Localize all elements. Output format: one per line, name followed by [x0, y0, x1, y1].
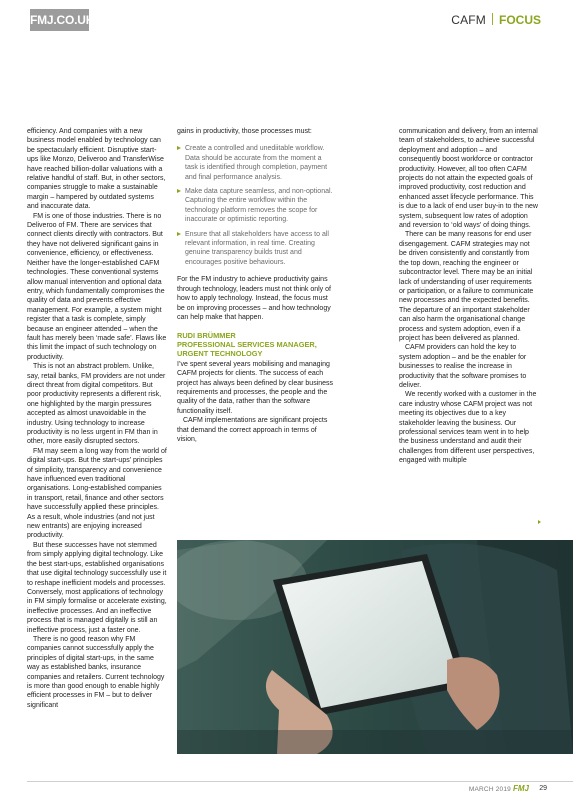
- paragraph: FM is one of those industries. There is no Deliveroo of FM. There are services that connect clients directly with contractors. But they have not delivered significant gains in convenience, efficiency, or effectiveness. Neither have the longer-established CAFM technologies. These conventional systems allow manual intervention and optional data entry, which fundamentally compromises the quality of data and prevents effective management. For example, a system might register that a task is complete, simply because an engineer attended – when the fault has merely been ‘made safe’. Flaws like this limit the impact of such technology on productivity.: [27, 212, 167, 361]
- bullet-text: Make data capture seamless, and non-optional. Capturing the entire workflow within the technology platform removes the scope for inaccurate or optimistic reporting.: [185, 188, 333, 224]
- paragraph: gains in productivity, those processes must:: [177, 128, 312, 135]
- paragraph: communication and delivery, from an internal team of stakeholders, to achieve successful deployment and adoption – and consequently boost workforce or contractor productivity. However, all too often CAFM projects do not attain the expected goals of improved productivity, cost reduction and enhanced asset lifecycle performance. This is due to a lack of end user buy-in to the new system, subsequent low rates of adoption and reversion to ‘old ways’ of doing things.: [399, 128, 538, 230]
- paragraph: For the FM industry to achieve productivity gains through technology, leaders must not think only of how to apply technology. Instead, the focus must be on improving processes – and how technology can help make that happen.: [177, 276, 331, 321]
- magazine-logo: FMJ.CO.UK: [30, 9, 89, 31]
- page-number: 29: [539, 785, 547, 792]
- footer-brand: FMJ: [513, 784, 529, 793]
- paragraph: efficiency. And companies with a new business model enabled by technology can be spectacularly efficient. Disruptive start-ups like Monzo, Deliveroo and TransferWise have reached billion-dollar valuations with a relative handful of staff. But, in other sectors, companies struggle to make a sustainable margin – hampered by outdated systems and inaccurate data.: [27, 128, 166, 211]
- bullet-item: [177, 230, 336, 268]
- bullet-list: [177, 144, 336, 267]
- paragraph: There is no good reason why FM companies cannot successfully apply the principles of digital start-ups, in the same way as established banks, insurance companies and retailers. Current technology is more than good enough to enable highly efficient processes in FM – but to deliver significant: [27, 635, 165, 709]
- paragraph: I’ve spent several years mobilising and managing CAFM projects for clients. The success of each project has always been defined by clear business requirements and processes, the people and the quality of the data, rather than the software functionality itself.: [177, 360, 334, 415]
- paragraph: There can be many reasons for end user disengagement. CAFM strategies may not be driven consistently and constantly from the top down, reaching the engineer or subcontractor level. There may be an initial lack of understanding of user requirements or participation, or a failure to communicate new processes and the expected benefits. The departure of an important stakeholder can also harm the organisational change process and system adoption, even if a project has been delivered as planned.: [399, 231, 534, 342]
- paragraph: But these successes have not stemmed from simply applying digital technology. Like the best start-ups, established organisations that use digital technology successfully use it to reshape inefficient models and processes. Conversely, most applications of technology in FM simply formalise or accelerate existing, ineffective processes. And an ineffective process that is managed digitally is still an ineffective process, just a faster one.: [27, 541, 167, 634]
- footer-rule: [27, 781, 573, 782]
- bullet-text: Create a controlled and unediitable workflow. Data should be accurate from the moment a task is identified through completion, payment and final performance analysis.: [185, 145, 328, 181]
- continue-arrow-icon: [538, 520, 541, 524]
- article-column-2: [177, 127, 336, 444]
- paragraph: CAFM providers can hold the key to system adoption – and be the enabler for businesses to realise the increase in productivity that the software promises to deliver.: [399, 344, 527, 389]
- bullet-triangle-icon: [177, 146, 181, 150]
- paragraph: FM may seem a long way from the world of digital start-ups. But the start-ups’ principles of simplicity, transparency and convenience have influenced even traditional organisations. Long-established companies in transport, retail, finance and other sectors have successfully applied these principles. As a result, whole industries (and not just new entrants) are enjoying increased productivity.: [27, 447, 167, 540]
- author-byline: [177, 332, 336, 358]
- author-name: RUDI BRÜMMER: [177, 331, 236, 341]
- page-footer: [0, 781, 573, 809]
- tablet-photo: [177, 540, 573, 754]
- header-divider: [492, 13, 493, 25]
- paragraph: CAFM implementations are significant projects that demand the correct approach in terms of vision,: [177, 417, 328, 443]
- article-column-3: [399, 127, 539, 466]
- bullet-item: [177, 187, 336, 225]
- paragraph: This is not an abstract problem. Unlike, say, retail banks, FM providers are not under direct threat from digital competitors. But poor productivity represents a different risk, one highlighted by the margin pressures accepted as almost unavoidable in the industry. Using technology to increase productivity is no less urgent in FM than in other, more easily disrupted sectors.: [27, 363, 166, 446]
- issue-date: MARCH 2019: [468, 786, 511, 793]
- section-header: [451, 13, 541, 27]
- section-name: CAFM: [451, 13, 486, 27]
- bullet-item: [177, 144, 336, 182]
- bullet-triangle-icon: [177, 189, 181, 193]
- author-title: PROFESSIONAL SERVICES MANAGER, URGENT TECHNOLOGY: [177, 340, 317, 358]
- bullet-text: Ensure that all stakeholders have access to all relevant information, in real time. Creating genuine transparency builds trust and encourages positive behaviours.: [185, 230, 329, 266]
- section-focus: FOCUS: [499, 13, 541, 27]
- paragraph: We recently worked with a customer in the care industry whose CAFM project was not meeting its objectives due to a key stakeholder leaving the business. Our professional services team went in to help the business understand and audit their challenges from different user perspectives, engaged with multiple: [399, 391, 537, 465]
- bullet-triangle-icon: [177, 232, 181, 236]
- article-column-1: [27, 127, 167, 710]
